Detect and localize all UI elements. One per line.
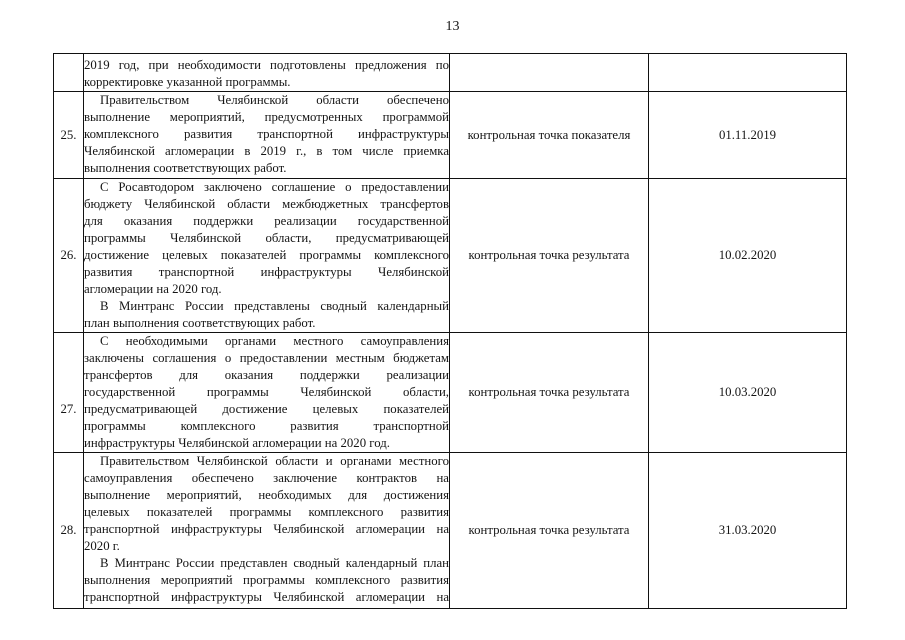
table-row (54, 333, 847, 453)
description-paragraph (84, 57, 449, 91)
description-cell (84, 54, 450, 92)
type-cell: контрольная точка результата (450, 333, 649, 453)
description-line: Правительством Челябинской области и органами местного (100, 454, 449, 468)
description-line: выполнение мероприятий, необходимых для достижения (84, 488, 449, 502)
description-line: для оказания поддержки реализации государственной (84, 214, 449, 228)
type-cell (450, 54, 649, 92)
description-line: В Минтранс России представлены сводный календарный (100, 299, 449, 313)
description-line: инфраструктуры Челябинской агломерации на 2020 год. (84, 436, 390, 450)
description-line: выполнения мероприятий программы комплексного развития (84, 573, 449, 587)
table-row (54, 179, 847, 333)
description-paragraph (84, 179, 449, 298)
table-row (54, 54, 847, 92)
description-line: достижение целевых показателей программы комплексного (84, 248, 449, 262)
row-number-cell: 27. (54, 333, 84, 453)
description-line: заключены соглашения о предоставлении местным бюджетам (84, 351, 449, 365)
description-line: выполнение мероприятий, предусмотренных программой (84, 110, 449, 124)
date-cell: 31.03.2020 (649, 453, 847, 609)
description-paragraph (84, 453, 449, 555)
table-row (54, 453, 847, 609)
date-cell (649, 54, 847, 92)
description-line: самоуправления обеспечено заключение контрактов на (84, 471, 449, 485)
description-cell (84, 179, 450, 333)
description-line: Челябинской агломерации в 2019 г., в том числе приемка (84, 144, 449, 158)
description-line: развития транспортной инфраструктуры Челябинской (84, 265, 449, 279)
description-line: целевых показателей программы комплексного развития (84, 505, 449, 519)
description-paragraph (84, 555, 449, 606)
description-line: Правительством Челябинской области обеспечено (100, 93, 449, 107)
row-number-cell (54, 54, 84, 92)
description-cell (84, 333, 450, 453)
description-line: транспортной инфраструктуры Челябинской агломерации на (84, 522, 449, 536)
type-cell: контрольная точка показателя (450, 92, 649, 179)
description-line: комплексного развития транспортной инфраструктуры (84, 127, 449, 141)
description-paragraph (84, 298, 449, 332)
description-line: трансфертов для оказания поддержки реализации (84, 368, 449, 382)
description-line: план выполнения соответствующих работ. (84, 316, 316, 330)
description-line: выполнения соответствующих работ. (84, 161, 287, 175)
description-cell (84, 92, 450, 179)
description-line: программы Челябинской области, предусматривающей (84, 231, 449, 245)
table-row (54, 92, 847, 179)
description-cell (84, 453, 450, 609)
description-paragraph (84, 333, 449, 452)
description-line: предусматривающей достижение целевых показателей (84, 402, 449, 416)
page-number: 13 (445, 19, 460, 34)
date-cell: 10.02.2020 (649, 179, 847, 333)
description-line: государственной программы Челябинской области, (84, 385, 449, 399)
type-cell: контрольная точка результата (450, 179, 649, 333)
description-line: транспортной инфраструктуры Челябинской агломерации на (84, 590, 449, 604)
row-number-cell: 25. (54, 92, 84, 179)
description-line: корректировке указанной программы. (84, 75, 291, 89)
type-cell: контрольная точка результата (450, 453, 649, 609)
description-line: программы комплексного развития транспортной (84, 419, 449, 433)
checkpoints-table (53, 53, 847, 609)
description-line: бюджету Челябинской области межбюджетных трансфертов (84, 197, 449, 211)
description-line: агломерации на 2020 год. (84, 282, 222, 296)
row-number-cell: 26. (54, 179, 84, 333)
description-line: 2019 год, при необходимости подготовлены предложения по (84, 58, 449, 72)
description-line: С Росавтодором заключено соглашение о предоставлении (100, 180, 449, 194)
description-line: В Минтранс России представлен сводный календарный план (100, 556, 449, 570)
date-cell: 01.11.2019 (649, 92, 847, 179)
row-number-cell: 28. (54, 453, 84, 609)
description-line: 2020 г. (84, 539, 120, 553)
description-line: С необходимыми органами местного самоуправления (100, 334, 449, 348)
description-paragraph (84, 92, 449, 177)
date-cell: 10.03.2020 (649, 333, 847, 453)
